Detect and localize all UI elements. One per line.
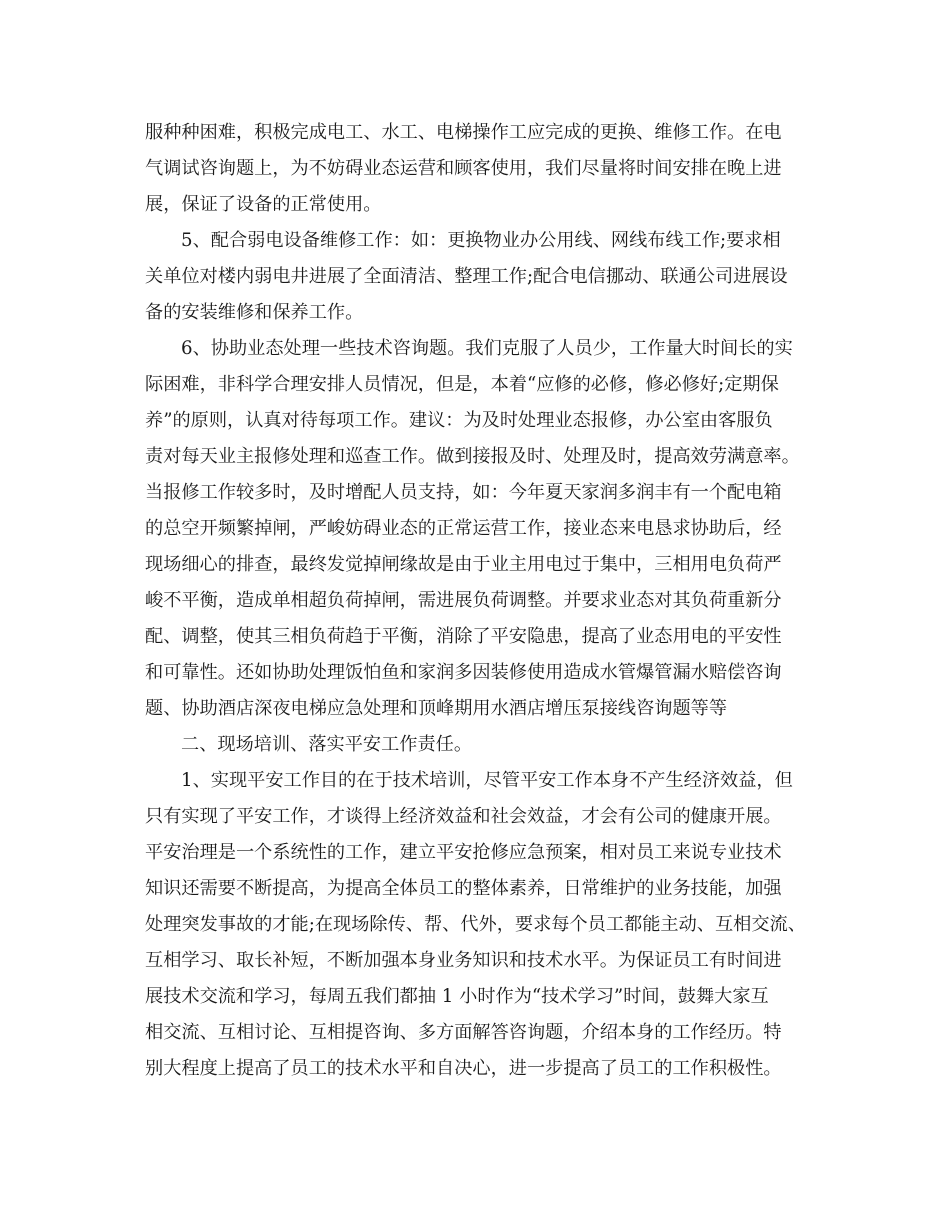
text-line: 只有实现了平安工作，才谈得上经济效益和社会效益，才会有公司的健康开展。 bbox=[145, 806, 782, 827]
section-heading: 二、现场培训、落实平安工作责任。 bbox=[181, 734, 473, 755]
text-line: 题、协助酒店深夜电梯应急处理和顶峰期用水酒店增压泵接线咨询题等等 bbox=[145, 698, 728, 719]
paragraph-start-line: 5、配合弱电设备维修工作：如：更换物业办公用线、网线布线工作;要求相 bbox=[181, 230, 781, 251]
text-line: 关单位对楼内弱电井进展了全面清洁、整理工作;配合电信挪动、联通公司进展设 bbox=[145, 266, 788, 287]
text-line: 处理突发事故的才能;在现场除传、帮、代外，要求每个员工都能主动、互相交流、 bbox=[145, 914, 806, 935]
text-line: 备的安装维修和保养工作。 bbox=[145, 302, 364, 323]
text-line: 服种种困难，积极完成电工、水工、电梯操作工应完成的更换、维修工作。在电 bbox=[145, 122, 782, 143]
paragraph-start-line: 1、实现平安工作目的在于技术培训，尽管平安工作本身不产生经济效益，但 bbox=[181, 770, 793, 791]
text-line: 峻不平衡，造成单相超负荷掉闸，需进展负荷调整。并要求业态对其负荷重新分 bbox=[145, 590, 782, 611]
text-line: 别大程度上提高了员工的技术水平和自决心，进一步提高了员工的工作积极性。 bbox=[145, 1058, 782, 1079]
text-line: 相交流、互相讨论、互相提咨询、多方面解答咨询题，介绍本身的工作经历。特 bbox=[145, 1022, 782, 1043]
paragraph-start-line: 6、协助业态处理一些技术咨询题。我们克服了人员少，工作量大时间长的实 bbox=[181, 338, 793, 359]
text-line: 责对每天业主报修处理和巡查工作。做到接报及时、处理及时，提高效劳满意率。 bbox=[145, 446, 800, 467]
text-line: 配、调整，使其三相负荷趋于平衡，消除了平安隐患，提高了业态用电的平安性 bbox=[145, 626, 782, 647]
text-line: 互相学习、取长补短，不断加强本身业务知识和技术水平。为保证员工有时间进 bbox=[145, 950, 782, 971]
text-line: 展技术交流和学习，每周五我们都抽 1 小时作为“技术学习”时间，鼓舞大家互 bbox=[145, 986, 769, 1007]
text-line: 养”的原则，认真对待每项工作。建议：为及时处理业态报修，办公室由客服负 bbox=[145, 410, 773, 431]
text-line: 知识还需要不断提高，为提高全体员工的整体素养，日常维护的业务技能，加强 bbox=[145, 878, 782, 899]
text-line: 现场细心的排查，最终发觉掉闸缘故是由于业主用电过于集中，三相用电负荷严 bbox=[145, 554, 782, 575]
text-line: 平安治理是一个系统性的工作，建立平安抢修应急预案，相对员工来说专业技术 bbox=[145, 842, 782, 863]
text-line: 和可靠性。还如协助处理饭怕鱼和家润多因装修使用造成水管爆管漏水赔偿咨询 bbox=[145, 662, 782, 683]
text-line: 气调试咨询题上，为不妨碍业态运营和顾客使用，我们尽量将时间安排在晚上进 bbox=[145, 158, 782, 179]
text-line: 际困难，非科学合理安排人员情况，但是，本着“应修的必修，修必修好;定期保 bbox=[145, 374, 779, 395]
text-line: 展，保证了设备的正常使用。 bbox=[145, 194, 382, 215]
text-line: 当报修工作较多时，及时增配人员支持，如：今年夏天家润多润丰有一个配电箱 bbox=[145, 482, 782, 503]
text-line: 的总空开频繁掉闸，严峻妨碍业态的正常运营工作，接业态来电恳求协助后，经 bbox=[145, 518, 782, 539]
